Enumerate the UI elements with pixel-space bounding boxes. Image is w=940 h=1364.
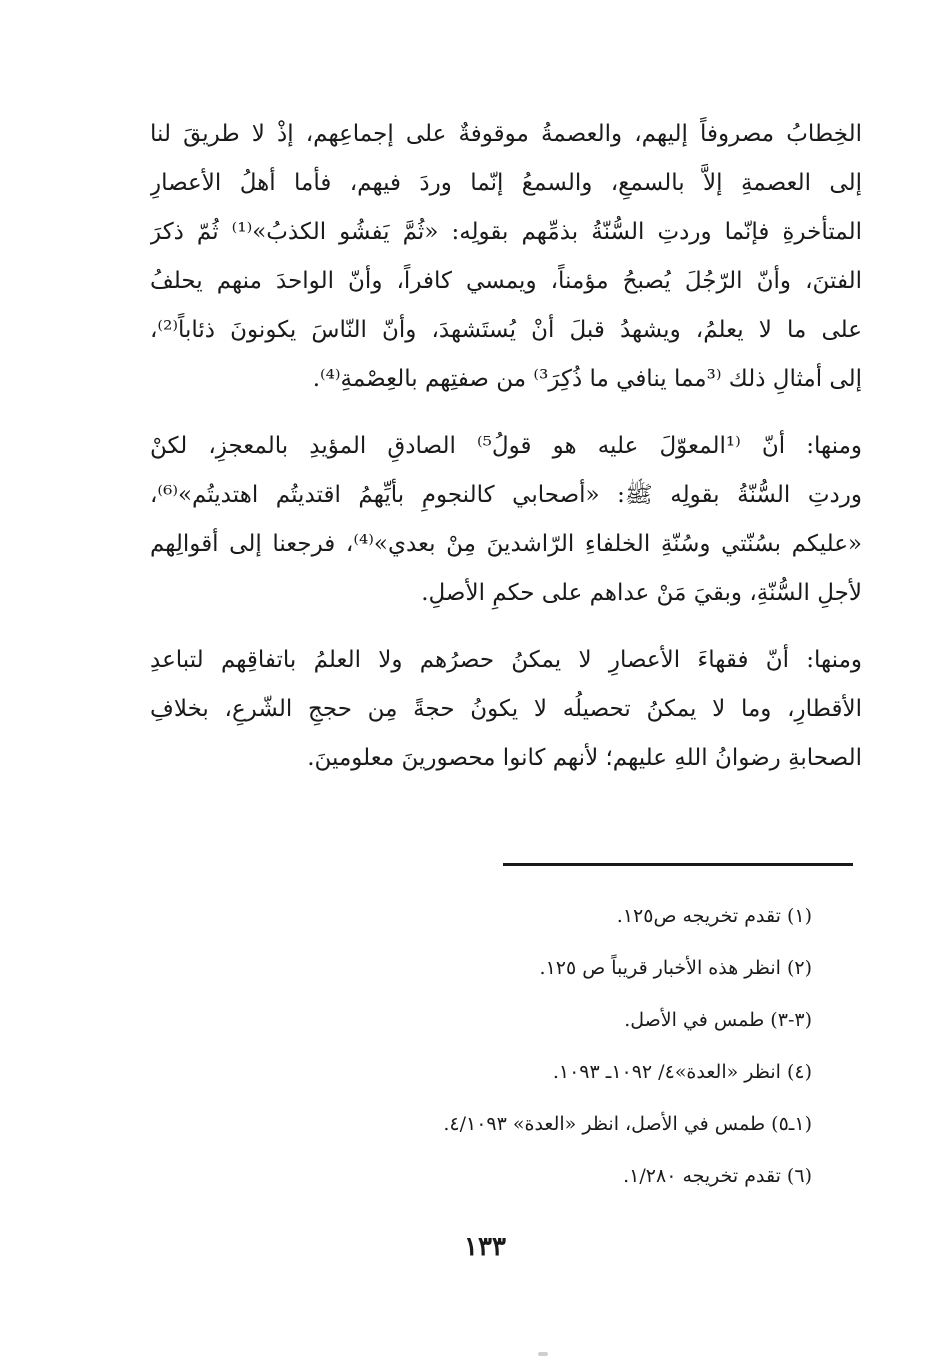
paragraph-2 [150, 422, 862, 618]
text-line: الصحابةِ رضوانُ اللهِ عليهم؛ لأنهم كانوا محصورينَ معلومينَ. [307, 745, 862, 771]
paragraph-spacer [150, 618, 862, 636]
text-line: الأقطارِ، وما لا يمكنُ تحصيلُه لا يكونُ حجةً مِن حججِ الشّرعِ، بخلافِ [150, 696, 862, 722]
text-line: «عليكم بسُنّتي وسُنّةِ الخلفاءِ الرّاشدينَ مِنْ بعدي»⁽⁴⁾، فرجعنا إلى أقوالِهم [150, 531, 862, 557]
main-text-body [150, 110, 862, 783]
footnote-item: (١) تقدم تخريجه ص١٢٥. [616, 905, 812, 927]
text-line: الفتنَ، وأنّ الرّجُلَ يُصبحُ مؤمناً، ويمسي كافراً، وأنّ الواحدَ منهم يحلفُ [150, 268, 862, 294]
scan-artifact-mark [538, 1352, 548, 1356]
paragraph-1 [150, 110, 862, 404]
paragraph-spacer [150, 404, 862, 422]
page-number: ١٣٣ [464, 1232, 506, 1262]
footnote-item: (١ـ٥) طمس في الأصل، انظر «العدة» ٤/١٠٩٣. [443, 1113, 812, 1135]
text-line: إلى أمثالِ ذلك ⁽³مما ينافي ما ذُكِرَ³⁾ من صفتِهم بالعِصْمةِ⁽⁴⁾. [312, 366, 862, 392]
text-line: المتأخرةِ فإنّما وردتِ السُّنّةُ بذمِّهم بقولِه: «ثُمَّ يَفشُو الكذبُ»⁽¹⁾ ثُمّ ذكرَ [150, 219, 862, 245]
footnote-item: (٤) انظر «العدة»٤/ ١٠٩٢ـ ١٠٩٣. [552, 1061, 812, 1083]
paragraph-3 [150, 636, 862, 783]
text-line: الخِطابُ مصروفاً إليهم، والعصمةُ موقوفةٌ على إجماعِهم، إذْ لا طريقَ لنا [150, 121, 862, 147]
footnote-item: (٢) انظر هذه الأخبار قريباً ص ١٢٥. [539, 957, 812, 979]
text-line: ومنها: أنّ فقهاءَ الأعصارِ لا يمكنُ حصرُهم ولا العلمُ باتفاقِهم لتباعدِ [150, 647, 862, 673]
text-line: وردتِ السُّنّةُ بقولِه ﷺ: «أصحابي كالنجومِ بأيِّهمُ اقتديتُم اهتديتُم»⁽⁶⁾، [150, 482, 862, 508]
footnote-item: (٦) تقدم تخريجه ١/٢٨٠. [623, 1165, 812, 1187]
footnotes-section [300, 890, 812, 1202]
text-line: ومنها: أنّ ⁽¹المعوّلَ عليه هو قولُ⁵⁾ الصادقِ المؤيدِ بالمعجزِ، لكنْ [150, 433, 862, 459]
text-line: على ما لا يعلمُ، ويشهدُ قبلَ أنْ يُستَشهدَ، وأنّ النّاسَ يكونونَ ذئاباً⁽²⁾، [150, 317, 862, 343]
text-line: إلى العصمةِ إلاَّ بالسمعِ، والسمعُ إنّما وردَ فيهم، فأما أهلُ الأعصارِ [150, 170, 862, 196]
footnote-item: (٣-٣) طمس في الأصل. [624, 1009, 812, 1031]
footnote-separator-rule [503, 863, 853, 866]
text-line: لأجلِ السُّنّةِ، وبقيَ مَنْ عداهم على حكمِ الأصلِ. [421, 580, 862, 606]
